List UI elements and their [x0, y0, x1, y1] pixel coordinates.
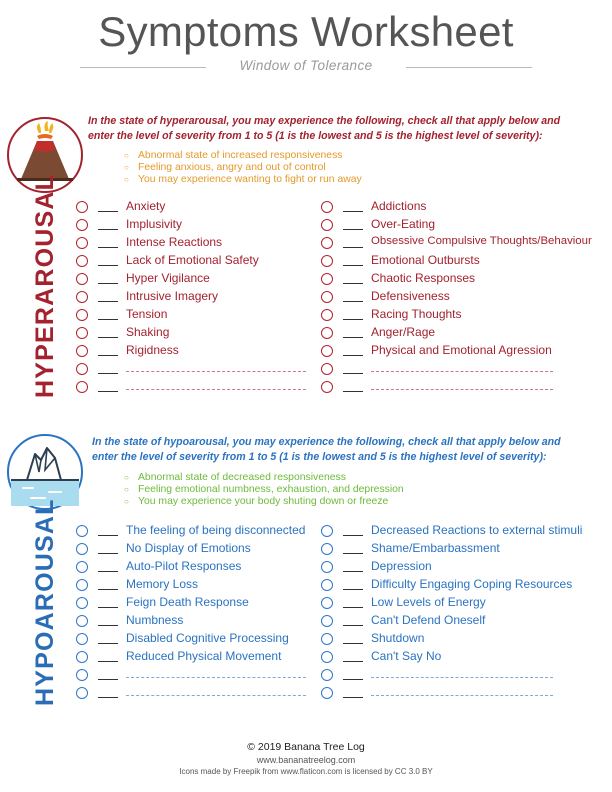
symptom-checkbox[interactable] [321, 255, 333, 267]
symptom-row [76, 270, 316, 288]
hypoarousal-label: HYPOAROUSAL [31, 498, 59, 706]
icon-credits: Icons made by Freepik from www.flaticon.com is licensed by CC 3.0 BY [179, 767, 433, 776]
symptom-label: Auto-Pilot Responses [126, 559, 242, 573]
symptom-row [76, 648, 316, 666]
severity-blank[interactable] [98, 607, 118, 608]
bullet-item: ○ Abnormal state of decreased responsiveness [124, 472, 544, 484]
write-in-line[interactable] [126, 695, 306, 696]
severity-blank[interactable] [98, 211, 118, 212]
symptom-checkbox[interactable] [321, 291, 333, 303]
symptom-checkbox[interactable] [321, 543, 333, 555]
symptom-row [76, 522, 316, 540]
symptom-checkbox[interactable] [76, 219, 88, 231]
severity-blank[interactable] [343, 355, 363, 356]
symptom-checkbox[interactable] [76, 543, 88, 555]
symptom-row [321, 324, 611, 342]
symptom-checkbox[interactable] [76, 381, 88, 393]
symptom-checkbox[interactable] [76, 615, 88, 627]
severity-blank[interactable] [343, 301, 363, 302]
severity-blank[interactable] [98, 283, 118, 284]
bullet-item: ○ Abnormal state of increased responsiveness [124, 150, 544, 162]
subtitle-row [80, 58, 532, 78]
symptom-checkbox[interactable] [76, 597, 88, 609]
severity-blank[interactable] [98, 535, 118, 536]
symptom-label: Intrusive Imagery [126, 289, 219, 303]
severity-blank[interactable] [343, 679, 363, 680]
symptom-checkbox[interactable] [76, 525, 88, 537]
symptom-label: Emotional Outbursts [371, 253, 480, 267]
symptom-row [321, 558, 611, 576]
symptom-checkbox[interactable] [76, 633, 88, 645]
write-in-line[interactable] [371, 677, 553, 678]
symptom-checkbox[interactable] [321, 633, 333, 645]
hypoarousal-intro: In the state of hypoarousal, you may experience the following, check all that apply below and enter the level of severity from 1 to 5 (1 is the lowest and 5 is the highest level of severity): [92, 436, 561, 463]
symptom-row [321, 630, 611, 648]
symptom-checkbox[interactable] [76, 309, 88, 321]
symptom-label: Anger/Rage [371, 325, 436, 339]
symptom-label: Intense Reactions [126, 235, 223, 249]
symptom-checkbox[interactable] [321, 669, 333, 681]
symptom-label: The feeling of being disconnected [126, 523, 306, 537]
symptom-checkbox[interactable] [321, 363, 333, 375]
severity-blank[interactable] [343, 265, 363, 266]
severity-blank[interactable] [343, 643, 363, 644]
symptom-label: Reduced Physical Movement [126, 649, 282, 663]
copyright-text: © 2019 Banana Tree Log [247, 741, 365, 753]
page-subtitle: Window of Tolerance [239, 58, 373, 73]
symptom-checkbox[interactable] [321, 237, 333, 249]
symptom-checkbox[interactable] [321, 219, 333, 231]
symptom-row [321, 216, 611, 234]
symptom-label: Implusivity [126, 217, 183, 231]
symptom-row [321, 252, 611, 270]
symptom-row [321, 648, 611, 666]
hyperarousal-intro: In the state of hyperarousal, you may experience the following, check all that apply below and enter the level of severity from 1 to 5 (1 is the lowest and 5 is the highest level of severity): [88, 115, 561, 142]
severity-blank[interactable] [98, 661, 118, 662]
severity-blank[interactable] [98, 337, 118, 338]
symptom-checkbox[interactable] [321, 345, 333, 357]
symptom-row [321, 612, 611, 630]
blank-symptom-row [76, 360, 316, 378]
symptom-label: Shaking [126, 325, 170, 339]
symptom-checkbox[interactable] [76, 579, 88, 591]
hypoarousal-bullets [124, 472, 544, 508]
symptom-row [321, 270, 611, 288]
blank-symptom-row [76, 378, 316, 396]
write-in-line[interactable] [126, 371, 306, 372]
hyperarousal-right-column [321, 198, 611, 396]
symptom-checkbox[interactable] [321, 561, 333, 573]
blank-symptom-row [321, 360, 611, 378]
symptom-checkbox[interactable] [76, 669, 88, 681]
severity-blank[interactable] [98, 643, 118, 644]
symptom-label: Over-Eating [371, 217, 436, 231]
symptom-row [76, 630, 316, 648]
blank-symptom-row [321, 378, 611, 396]
severity-blank[interactable] [343, 535, 363, 536]
symptom-checkbox[interactable] [321, 687, 333, 699]
severity-blank[interactable] [343, 661, 363, 662]
symptom-label: Chaotic Responses [371, 271, 476, 285]
symptom-checkbox[interactable] [76, 273, 88, 285]
severity-blank[interactable] [98, 265, 118, 266]
symptom-row [321, 540, 611, 558]
symptom-label: No Display of Emotions [126, 541, 251, 555]
severity-blank[interactable] [98, 247, 118, 248]
symptom-label: Difficulty Engaging Coping Resources [371, 577, 573, 591]
symptom-checkbox[interactable] [321, 201, 333, 213]
symptom-label: Shame/Embarbassment [371, 541, 500, 555]
symptom-row [76, 342, 316, 360]
bullet-item: ○ You may experience wanting to fight or run away [124, 174, 544, 186]
severity-blank[interactable] [98, 625, 118, 626]
bullet-item: ○ Feeling emotional numbness, exhaustion, and depression [124, 484, 544, 496]
bullet-item: ○ Feeling anxious, angry and out of control [124, 162, 544, 174]
symptom-row [321, 576, 611, 594]
severity-blank[interactable] [343, 319, 363, 320]
severity-blank[interactable] [343, 697, 363, 698]
symptom-checkbox[interactable] [321, 651, 333, 663]
symptom-checkbox[interactable] [76, 201, 88, 213]
symptom-checkbox[interactable] [321, 309, 333, 321]
severity-blank[interactable] [343, 283, 363, 284]
symptom-label: Depression [371, 559, 432, 573]
symptom-label: Decreased Reactions to external stimuli [371, 523, 583, 537]
symptom-label: Obsessive Compulsive Thoughts/Behaviour [371, 235, 592, 247]
symptom-label: Feign Death Response [126, 595, 249, 609]
severity-blank[interactable] [98, 679, 118, 680]
severity-blank[interactable] [98, 301, 118, 302]
severity-blank[interactable] [98, 553, 118, 554]
symptom-checkbox[interactable] [321, 327, 333, 339]
symptom-row [76, 540, 316, 558]
symptom-label: Physical and Emotional Agression [371, 343, 552, 357]
symptom-checkbox[interactable] [76, 561, 88, 573]
symptom-checkbox[interactable] [76, 327, 88, 339]
hypoarousal-left-column [76, 522, 316, 702]
write-in-line[interactable] [126, 389, 306, 390]
symptom-row [76, 234, 316, 252]
symptom-checkbox[interactable] [321, 597, 333, 609]
symptom-row [76, 306, 316, 324]
symptom-checkbox[interactable] [76, 345, 88, 357]
symptom-row [76, 558, 316, 576]
symptom-row [321, 522, 611, 540]
symptom-row [321, 342, 611, 360]
symptom-checkbox[interactable] [76, 255, 88, 267]
symptom-checkbox[interactable] [321, 579, 333, 591]
symptom-row [76, 576, 316, 594]
symptom-label: Low Levels of Energy [371, 595, 486, 609]
symptom-label: Racing Thoughts [371, 307, 462, 321]
severity-blank[interactable] [98, 391, 118, 392]
severity-blank[interactable] [343, 373, 363, 374]
bullet-item: ○ You may experience your body shuting down or freeze [124, 496, 544, 508]
symptom-row [76, 198, 316, 216]
write-in-line[interactable] [371, 695, 553, 696]
severity-blank[interactable] [343, 337, 363, 338]
severity-blank[interactable] [343, 247, 363, 248]
symptom-checkbox[interactable] [321, 273, 333, 285]
severity-blank[interactable] [343, 607, 363, 608]
write-in-line[interactable] [371, 371, 553, 372]
severity-blank[interactable] [98, 571, 118, 572]
symptom-row [76, 216, 316, 234]
severity-blank[interactable] [343, 229, 363, 230]
symptom-checkbox[interactable] [76, 687, 88, 699]
symptom-row [76, 324, 316, 342]
severity-blank[interactable] [98, 589, 118, 590]
severity-blank[interactable] [343, 553, 363, 554]
severity-blank[interactable] [343, 571, 363, 572]
write-in-line[interactable] [371, 389, 553, 390]
footer [0, 741, 612, 776]
blank-symptom-row [321, 666, 611, 684]
symptom-checkbox[interactable] [76, 363, 88, 375]
divider-right [406, 67, 532, 68]
symptom-label: Shutdown [371, 631, 425, 645]
severity-blank[interactable] [343, 211, 363, 212]
hyperarousal-bullets [124, 150, 544, 186]
symptom-checkbox[interactable] [321, 381, 333, 393]
symptom-row [321, 198, 611, 216]
severity-blank[interactable] [98, 697, 118, 698]
write-in-line[interactable] [126, 677, 306, 678]
symptom-label: Anxiety [126, 199, 166, 213]
blank-symptom-row [321, 684, 611, 702]
blank-symptom-row [76, 684, 316, 702]
severity-blank[interactable] [343, 589, 363, 590]
symptom-row [321, 288, 611, 306]
symptom-label: Disabled Cognitive Processing [126, 631, 289, 645]
symptom-row [321, 594, 611, 612]
symptom-checkbox[interactable] [76, 291, 88, 303]
symptom-label: Can't Say No [371, 649, 442, 663]
severity-blank[interactable] [343, 391, 363, 392]
page-title: Symptoms Worksheet [98, 8, 514, 55]
blank-symptom-row [76, 666, 316, 684]
severity-blank[interactable] [98, 355, 118, 356]
website-link[interactable]: www.bananatreelog.com [256, 755, 356, 765]
symptom-label: Lack of Emotional Safety [126, 253, 259, 267]
symptom-row [76, 594, 316, 612]
divider-left [80, 67, 206, 68]
symptom-label: Rigidness [126, 343, 179, 357]
symptom-label: Memory Loss [126, 577, 199, 591]
symptom-row [76, 252, 316, 270]
symptom-checkbox[interactable] [76, 651, 88, 663]
symptom-checkbox[interactable] [321, 525, 333, 537]
symptom-row [321, 234, 611, 252]
symptom-row [321, 306, 611, 324]
hyperarousal-left-column [76, 198, 316, 396]
hyperarousal-label: HYPERAROUSAL [31, 173, 59, 398]
symptom-label: Can't Defend Oneself [371, 613, 486, 627]
symptom-row [76, 288, 316, 306]
severity-blank[interactable] [98, 319, 118, 320]
symptom-row [76, 612, 316, 630]
symptom-label: Tension [126, 307, 168, 321]
symptom-checkbox[interactable] [76, 237, 88, 249]
symptom-checkbox[interactable] [321, 615, 333, 627]
severity-blank[interactable] [98, 373, 118, 374]
severity-blank[interactable] [98, 229, 118, 230]
symptom-label: Addictions [371, 199, 427, 213]
severity-blank[interactable] [343, 625, 363, 626]
symptom-label: Hyper Vigilance [126, 271, 210, 285]
hypoarousal-right-column [321, 522, 611, 702]
symptom-label: Defensiveness [371, 289, 450, 303]
symptom-label: Numbness [126, 613, 184, 627]
